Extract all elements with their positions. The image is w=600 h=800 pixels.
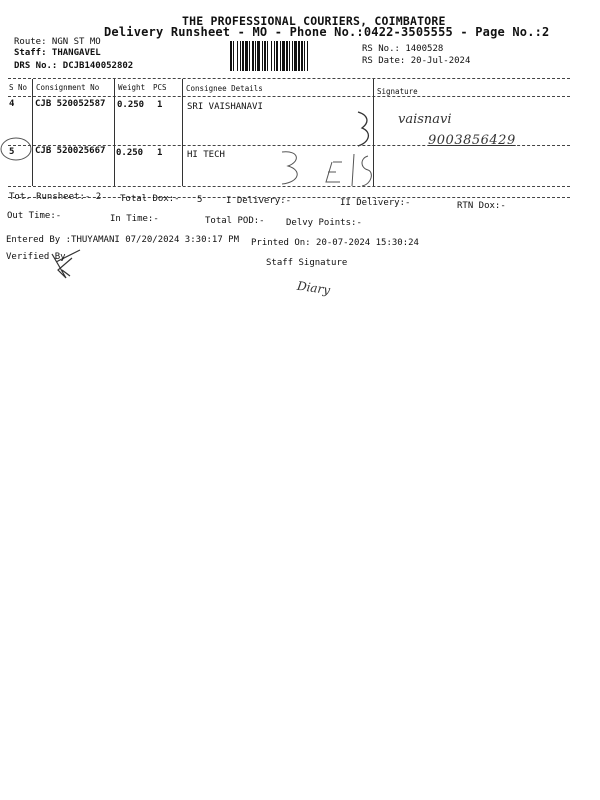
row-5-handwriting-mark [352, 154, 371, 186]
rs-number: RS No.: 1400528 [362, 44, 444, 54]
rtn-dox-label: RTN Dox:- [457, 201, 506, 211]
col-header-consignee: Consignee Details [186, 84, 263, 93]
row-1-pcs: 1 [157, 100, 163, 110]
printed-on: Printed On: 20-07-2024 15:30:24 [251, 238, 419, 248]
rs-date: RS Date: 20-Jul-2024 [362, 56, 471, 66]
row-1-weight: 0.250 [117, 100, 145, 110]
row-2-sno: 5 [9, 147, 15, 157]
row-5-handwriting-mark [282, 152, 297, 184]
out-time-label: Out Time:- [7, 211, 62, 221]
row-1-signature-name: vaisnavi [398, 112, 452, 127]
i-delivery-label: I Delivery:- [226, 196, 292, 206]
row-1-consignee: SRI VAISHANAVI [187, 102, 263, 112]
row-5-circle-mark [1, 138, 31, 160]
row-2-consignee: HI TECH [187, 150, 225, 160]
tot-runsheet: Tot. Runsheet:- 2 [9, 192, 102, 202]
ii-delivery-label: II Delivery:- [340, 198, 411, 208]
total-dox-value: 5 [197, 195, 203, 205]
col-header-sno: S No [9, 83, 28, 92]
row-2-consignment: CJB 520025667 [35, 146, 106, 156]
row-5-handwriting-mark [326, 162, 342, 182]
row-2-pcs: 1 [157, 148, 163, 158]
row-4-bracket-mark [358, 112, 368, 146]
company-name: THE PROFESSIONAL COURIERS, COIMBATORE [182, 14, 446, 28]
col-header-pcs: PCS [153, 83, 167, 92]
drs-value: DCJB140052802 [62, 61, 134, 71]
col-header-weight: Weight [118, 83, 146, 92]
entered-by: Entered By :THUYAMANI 07/20/2024 3:30:17 PM [6, 235, 239, 245]
delvy-points-label: Delvy Points:- [286, 218, 362, 228]
col-header-consignment: Consignment No [36, 83, 100, 92]
col-header-signature: Signature [377, 87, 418, 96]
row-1-signature-phone: 9003856429 [428, 133, 516, 148]
row-1-sno: 4 [9, 99, 15, 109]
staff-label: Staff: THANGAVEL [14, 48, 101, 58]
row-1-consignment: CJB 520052587 [35, 99, 106, 109]
drs-label: DRS No.: [14, 61, 58, 71]
staff-signature-handwritten: Diary [296, 278, 331, 298]
total-pod-label: Total POD:- [205, 216, 265, 226]
verified-by: Verified By [6, 252, 66, 262]
staff-signature-label: Staff Signature [266, 258, 348, 268]
route-label: Route: NGN ST MO [14, 37, 101, 47]
row-2-weight: 0.250 [116, 148, 144, 158]
total-dox-label: Total Dox:- [120, 194, 180, 204]
runsheet-title: Delivery Runsheet - MO - Phone No.:0422-3505555 - Page No.:2 [104, 25, 550, 39]
in-time-label: In Time:- [110, 214, 159, 224]
